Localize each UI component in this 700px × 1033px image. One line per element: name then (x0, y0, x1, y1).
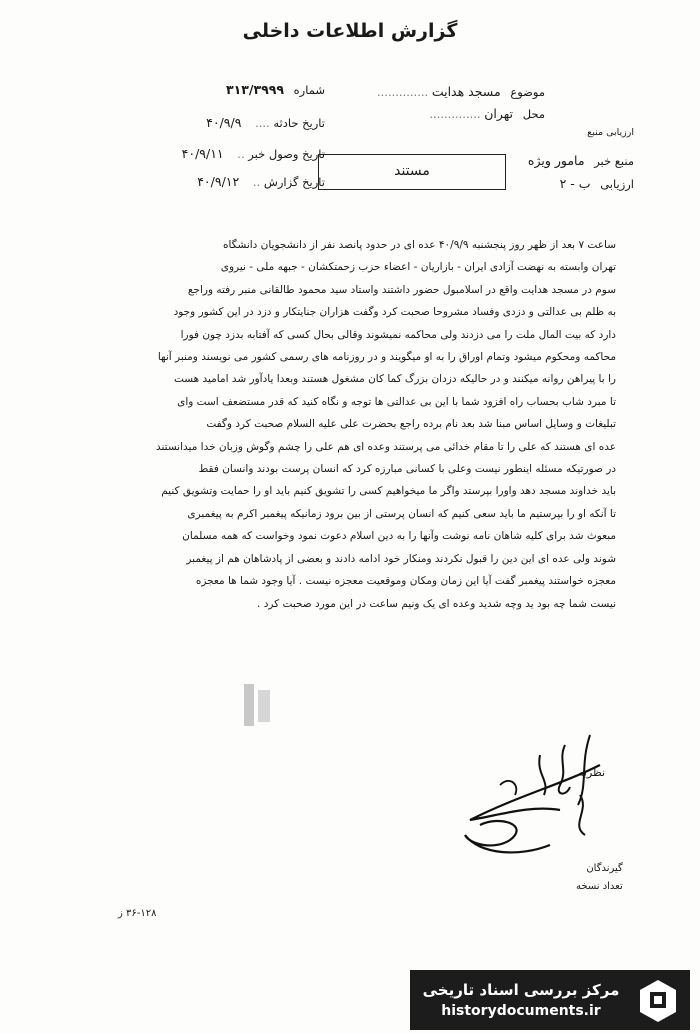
report-title: گزارش اطلاعات داخلی (242, 20, 458, 42)
report-body (68, 234, 616, 615)
body-line: نیست شما چه بود ید وچه شدید وعده ای یک ونیم ساعت در این مورد صحبت کرد . (257, 597, 616, 610)
body-line: تهران وابسته به نهضت آزادی ایران - بازاریان - اعضاء حزب زحمتکشان - جبهه ملی - نیروی (220, 261, 616, 274)
body-line: مبعوث شد برای کلیه شاهان نامه نوشت وآنها را به دین اسلام دعوت نمود وخواست که همه مسلمان (182, 530, 616, 543)
body-line: معجزه خواستند پیغمبر گفت آیا این زمان ومکان وموقعیت معجزه نیست . آیا وجود شما ها معجزه (195, 575, 616, 588)
logo-title: مرکز بررسی اسناد تاریخی (422, 981, 620, 999)
source-assessment-label: ارزیابی منبع (587, 127, 634, 138)
event-date-label: تاریخ حادثه (273, 116, 325, 130)
body-line: در صورتیکه مسئله اینطور نیست وعلی با کسانی مبارزه کرد که انسان پرست بودند وانسان فقط (198, 463, 616, 476)
body-line: شوند ولی عده ای این دین را قبول نکردند ومنکار خود ادامه دادند و بعضی از پادشاهان هم از پیغمبر (186, 552, 616, 565)
body-line: محاکمه ومحکوم میشود وتمام اوراق را به او میگویند و در روزنامه های رسمی کشور می نویسند ومنبر آنها (157, 351, 616, 364)
receipt-date-line: تاریخ وصول خبر .. ۴۰/۹/۱۱ (181, 146, 325, 161)
receipt-date-value: ۴۰/۹/۱۱ (181, 146, 224, 161)
recipients-block (576, 860, 623, 896)
document-stamp: مستند (318, 154, 506, 190)
opinion-label: نظریه (578, 766, 606, 779)
body-line: تبلیغات و وسایل اساس مبنا شد بعد نام برده راجع بحضرت علی علیه السلام صحبت کرد وگفت (206, 418, 616, 431)
source-line (528, 153, 634, 168)
body-line: عده ای هستند که علی را تا مقام خدائی می پرستند وعده ای هم علی را چشم وگوش وزبان خدا میدانستند (155, 440, 616, 453)
event-date-line: تاریخ حادثه .... ۴۰/۹/۹ (206, 115, 325, 130)
receipt-date-label: تاریخ وصول خبر (248, 147, 325, 161)
recipients-label: گیرندگان (586, 863, 623, 874)
location-label: محل (522, 107, 545, 121)
archive-emblem-icon (632, 974, 684, 1026)
report-date-label: تاریخ گزارش (263, 175, 325, 189)
copies-label: تعداد نسخه (576, 881, 623, 892)
handwritten-signature (440, 725, 610, 865)
location-line: محل تهران .............. (429, 106, 545, 121)
source-label: منبع خبر (594, 154, 634, 168)
source-value: مامور ویژه (527, 153, 585, 168)
body-line: دارد که بیت المال ملت را می دزدند ولی محاکمه نمیشوند وقالی بحال کسی که آفتابه بدزد چون فورا (180, 328, 616, 341)
subject-value: مسجد هدایت (431, 84, 501, 99)
body-line: را با پیراهن روانه میکنند و در حالیکه دزدان بزرگ کما کان مشغول هستند وبعدا یادآور شد امامید هست (173, 373, 616, 386)
rating-line (560, 176, 634, 191)
ink-blot-mark (240, 680, 276, 730)
number-line (226, 82, 325, 97)
number-value: ۳۱۳/۳۹۹۹ (225, 82, 284, 97)
body-line: به ظلم بی عدالتی و دزدی وفساد مشروحا صحبت کرد وگفت هزاران جنایتکار و دزد در این کشور وجود (173, 306, 616, 319)
body-line: تا آنکه او را بپرستیم ما باید سعی کنیم که انسان پرستی از بین برود زمانیکه پیغمبر اکرم به پیغمبری (187, 507, 616, 520)
rating-label: ارزیابی (600, 177, 634, 191)
logo-url: historydocuments.ir (441, 1003, 601, 1019)
number-label: شماره (293, 83, 325, 97)
body-line: تا مبرد شاب بحساب راه افزود شما با این بی عدالتی ها توجه و نگاه کنید که قدر مستضعف است وای (177, 395, 616, 408)
subject-line: موضوع مسجد هدایت .............. (376, 84, 545, 99)
rating-value: ب - ۲ (559, 176, 591, 191)
source-assessment-line (587, 127, 634, 138)
archive-watermark-logo (410, 970, 690, 1030)
event-date-value: ۴۰/۹/۹ (206, 115, 242, 130)
report-date-value: ۴۰/۹/۱۲ (197, 174, 240, 189)
location-value: تهران (484, 106, 514, 121)
archive-code: ۳۶-۱۲۸ ز (118, 908, 157, 919)
subject-label: موضوع (510, 85, 545, 99)
body-line: باید خداوند مسجد دهد واورا بپرستد واگر ما میخواهیم کسی را تشویق کنیم باید او را حمایت وتشویق کنیم (161, 485, 616, 498)
report-date-line: تاریخ گزارش .. ۴۰/۹/۱۲ (197, 174, 325, 189)
body-line: سوم در مسجد هدایت واقع در اسلامبول حضور داشتند واستاد سید محمود طالقانی منبر رفته وراجع (187, 283, 616, 296)
body-line: ساعت ۷ بعد از ظهر روز پنجشنبه ۴۰/۹/۹ عده ای در حدود پانصد نفر از دانشجویان دانشگاه (222, 239, 616, 251)
